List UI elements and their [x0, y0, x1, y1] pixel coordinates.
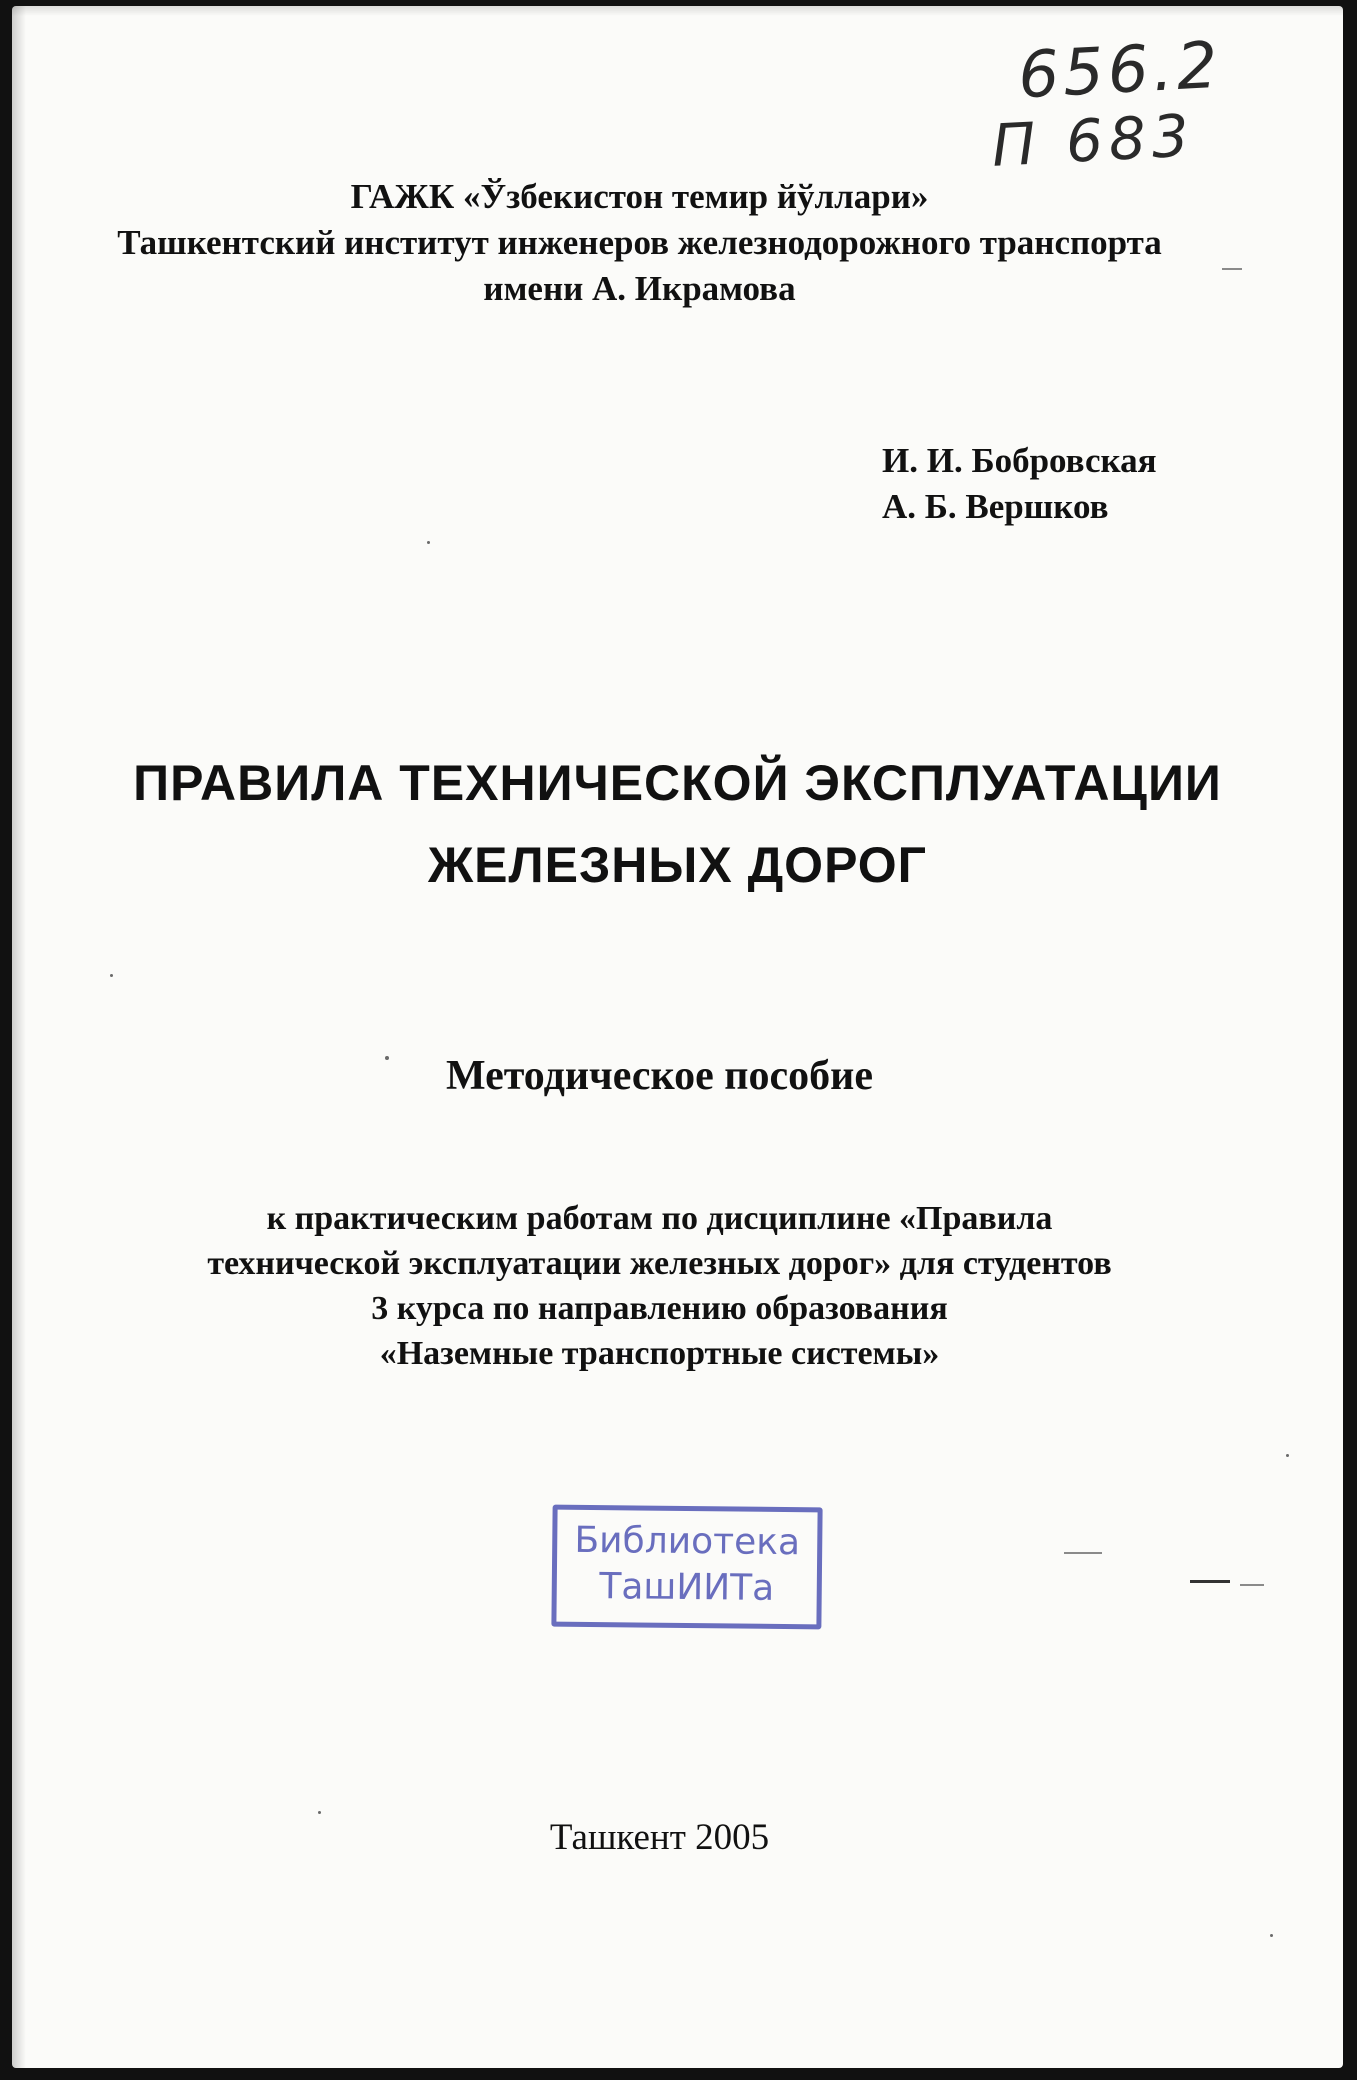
author-name: А. Б. Вершков: [882, 487, 1109, 526]
paper-speck: [1286, 1454, 1289, 1457]
description-line: 3 курса по направлению образования: [371, 1290, 948, 1327]
paper-speck: [318, 1811, 321, 1814]
paper-mark: [1064, 1552, 1102, 1554]
description-line: технической эксплуатации железных дорог» для студентов: [207, 1245, 1112, 1282]
institution-header: [12, 174, 1267, 312]
document-title: [12, 742, 1343, 906]
page-top-shadow: [12, 6, 1343, 16]
author-name: И. И. Бобровская: [882, 441, 1157, 480]
page-edge-shadow: [12, 6, 26, 2068]
header-named-after: имени А. Икрамова: [483, 269, 796, 308]
shelfmark-classification: 656.2: [1016, 28, 1224, 114]
description-line: «Наземные транспортные системы»: [379, 1335, 940, 1372]
header-institute: Ташкентский институт инженеров железнодорожного транспорта: [117, 223, 1162, 262]
paper-speck: [385, 1056, 389, 1060]
document-subtitle: Методическое пособие: [446, 1053, 873, 1099]
shelfmark-code: П 683: [990, 101, 1197, 180]
stamp-line: Библиотека: [574, 1519, 801, 1564]
paper-mark: [1222, 268, 1242, 270]
paper-mark: [1240, 1584, 1264, 1586]
paper-mark: [1190, 1580, 1230, 1583]
paper-speck: [110, 974, 113, 977]
title-line: ЖЕЛЕЗНЫХ ДОРОГ: [427, 837, 928, 893]
document-description: [12, 1196, 1307, 1376]
paper-speck: [427, 541, 430, 544]
title-line: ПРАВИЛА ТЕХНИЧЕСКОЙ ЭКСПЛУАТАЦИИ: [133, 755, 1222, 811]
city-year: Ташкент 2005: [549, 1817, 770, 1858]
document-page: [12, 6, 1343, 2068]
library-stamp: [551, 1505, 822, 1630]
description-line: к практическим работам по дисциплине «Правила: [266, 1200, 1053, 1237]
paper-speck: [1270, 1934, 1273, 1937]
stamp-line: ТашИИТа: [599, 1566, 775, 1609]
handwritten-shelfmark: [990, 28, 1226, 180]
authors-block: [882, 438, 1157, 530]
header-organization: ГАЖК «Ўзбекистон темир йўллари»: [350, 177, 929, 216]
